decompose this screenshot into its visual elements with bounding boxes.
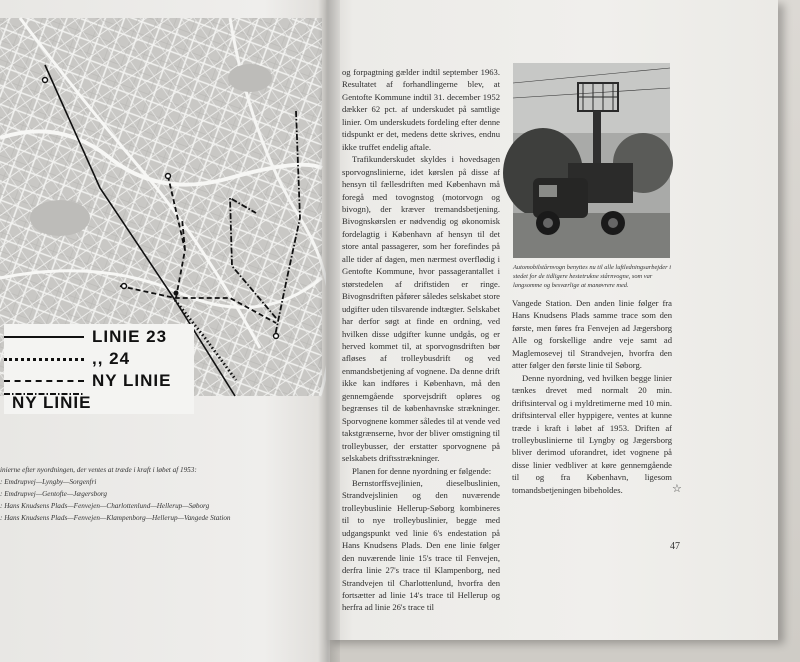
paragraph: Planen for denne nyordning er følgende: bbox=[352, 465, 492, 476]
paragraph: Trafikunderskudet skyldes i hovedsagen sporvognslinierne, idet kørslen på disse af hensyn til fællesdriften med København må foregå med tovognstog (motorvogn og bivogn), der kræver tremandsbetjening. Bivognskørslen er nødvendig og økonomisk fordelagtig i København af hensyn til det store antal passagerer, som her forefindes på alle tider af dagen, men nærmest overflødig i Gentofte Kommune, hvor passagerantallet i størstedelen af driftstiden er ringe. Bivognsdriften påfører således selskabet store udgifter uden tilsvarende indtægter. Selskabet har derfor søgt at finde en ordning, ved hvilken disse udgifter kunne undgås, og er herved kommet til, at sporvognsdriften bør afløses af trolleybusdrift og ved enmandsbetjening af vognene. Da denne drift ikke kan indføres i København, må den gennemgående sporvejsdrift opløres og begrænses til de københavnske strækninger. Sporvognene kommer således til at vende ved takstgrænserne, hvor der bliver omstigning til trolleybusser, der erstatter sporvognene på selskabets driftsstrækninger. bbox=[342, 154, 500, 464]
map-caption-route-4: : Hans Knudsens Plads—Fenvejen—Klampenborg—Hellerup—Vangede Station bbox=[0, 514, 231, 522]
route-map bbox=[0, 18, 322, 412]
paragraph: og forpagtning gælder indtil september 1963. Resultatet af forhandlingerne blev, at Gentofte Kommune indtil 31. december 1952 dækker 62 pct. af underskudet på samtlige linier. Om underskudets fordeling efter denne tidspunkt er det, medens dette skrives, endnu ikke truffet endelig aftale. bbox=[342, 67, 500, 152]
legend-row-linie23 bbox=[4, 326, 167, 348]
legend-row-nylinie-dashed bbox=[4, 370, 171, 392]
photo-tower-truck bbox=[513, 63, 670, 258]
paragraph: Bernstorffsvejlinien, dieselbuslinien, Strandvejslinien og den nuværende trolleybuslinie Hellerup-Søborg kombineres til to nye trolleybuslinier, begge med udgangspunkt ved linie 6's endestation på Hans Knudsens Plads. Den ene linie følger den nuværende linie 15's trace til Fenvejen, derfra linie 27's trace til Klampenborg, ned Strandvejen til Charlottenlund, hvorfra den fortsætter ad linie 14's trace til Hellerup og herfra ad linie 26's trace til bbox=[342, 477, 500, 613]
legend-dashed-line bbox=[4, 380, 84, 382]
legend-label-nylinie-1: NY LINIE bbox=[92, 371, 172, 390]
text-column-1 bbox=[342, 66, 500, 614]
photo-caption: Automobilstårnvogn benyttes nu til alle luftledningsarbejder i stedet for de tidligere hestetrukne stårnvogne, som var langsomme og besværlige at manøvrere med. bbox=[513, 264, 671, 290]
legend-solid-line bbox=[4, 336, 84, 338]
left-page bbox=[0, 0, 330, 662]
map-caption bbox=[0, 464, 318, 524]
map-legend bbox=[4, 324, 194, 414]
legend-label-linie23: LINIE 23 bbox=[92, 327, 168, 346]
end-ornament: ☆ bbox=[672, 483, 682, 495]
page-number: 47 bbox=[670, 541, 680, 552]
legend-row-linie24 bbox=[4, 348, 130, 370]
photo-image bbox=[513, 63, 670, 258]
paragraph: Denne nyordning, ved hvilken begge linier tænkes drevet med normalt 20 min. driftsinterval og i myldretimerne med 10 min. driftsinterval eller hyppigere, ventes at kunne træde i kraft i løbet af 1953. Driften af trolleybuslinierne til Lyngby og Jægersborg bliver derimod uforandret, idet vognene på disse linier vedbliver at køre gennemgående til og fra København, ligesom tomandsbetjeningen bibeholdes. bbox=[512, 372, 672, 495]
map-caption-route-1: : Emdrupvej—Lyngby—Sorgenfri bbox=[0, 478, 97, 486]
legend-row-nylinie-dashdot bbox=[4, 392, 91, 414]
legend-dashdot-line bbox=[4, 392, 84, 396]
map-caption-route-2: : Emdrupvej—Gentofte—Jægersborg bbox=[0, 490, 107, 498]
legend-label-linie24: ,, 24 bbox=[92, 349, 131, 368]
text-column-2 bbox=[512, 297, 672, 496]
book-gutter bbox=[318, 0, 340, 662]
legend-label-nylinie-2: NY LINIE bbox=[12, 393, 92, 412]
map-caption-route-3: : Hans Knudsens Plads—Fenvejen—Charlottenlund—Hellerup—Søborg bbox=[0, 502, 210, 510]
map-caption-intro: inierne efter nyordningen, der ventes at træde i kraft i løbet af 1953: bbox=[0, 466, 197, 474]
paragraph: Vangede Station. Den anden linie følger fra Hans Knudsens Plads samme trace som den første, men føres fra Fenvejen ad Jægersborg Alle og forskellige andre veje samt ad Maglemosevej til Strandvejen, hvorfra den atter følger den første linie til Søborg. bbox=[512, 298, 672, 371]
legend-dotted-line bbox=[4, 358, 84, 361]
